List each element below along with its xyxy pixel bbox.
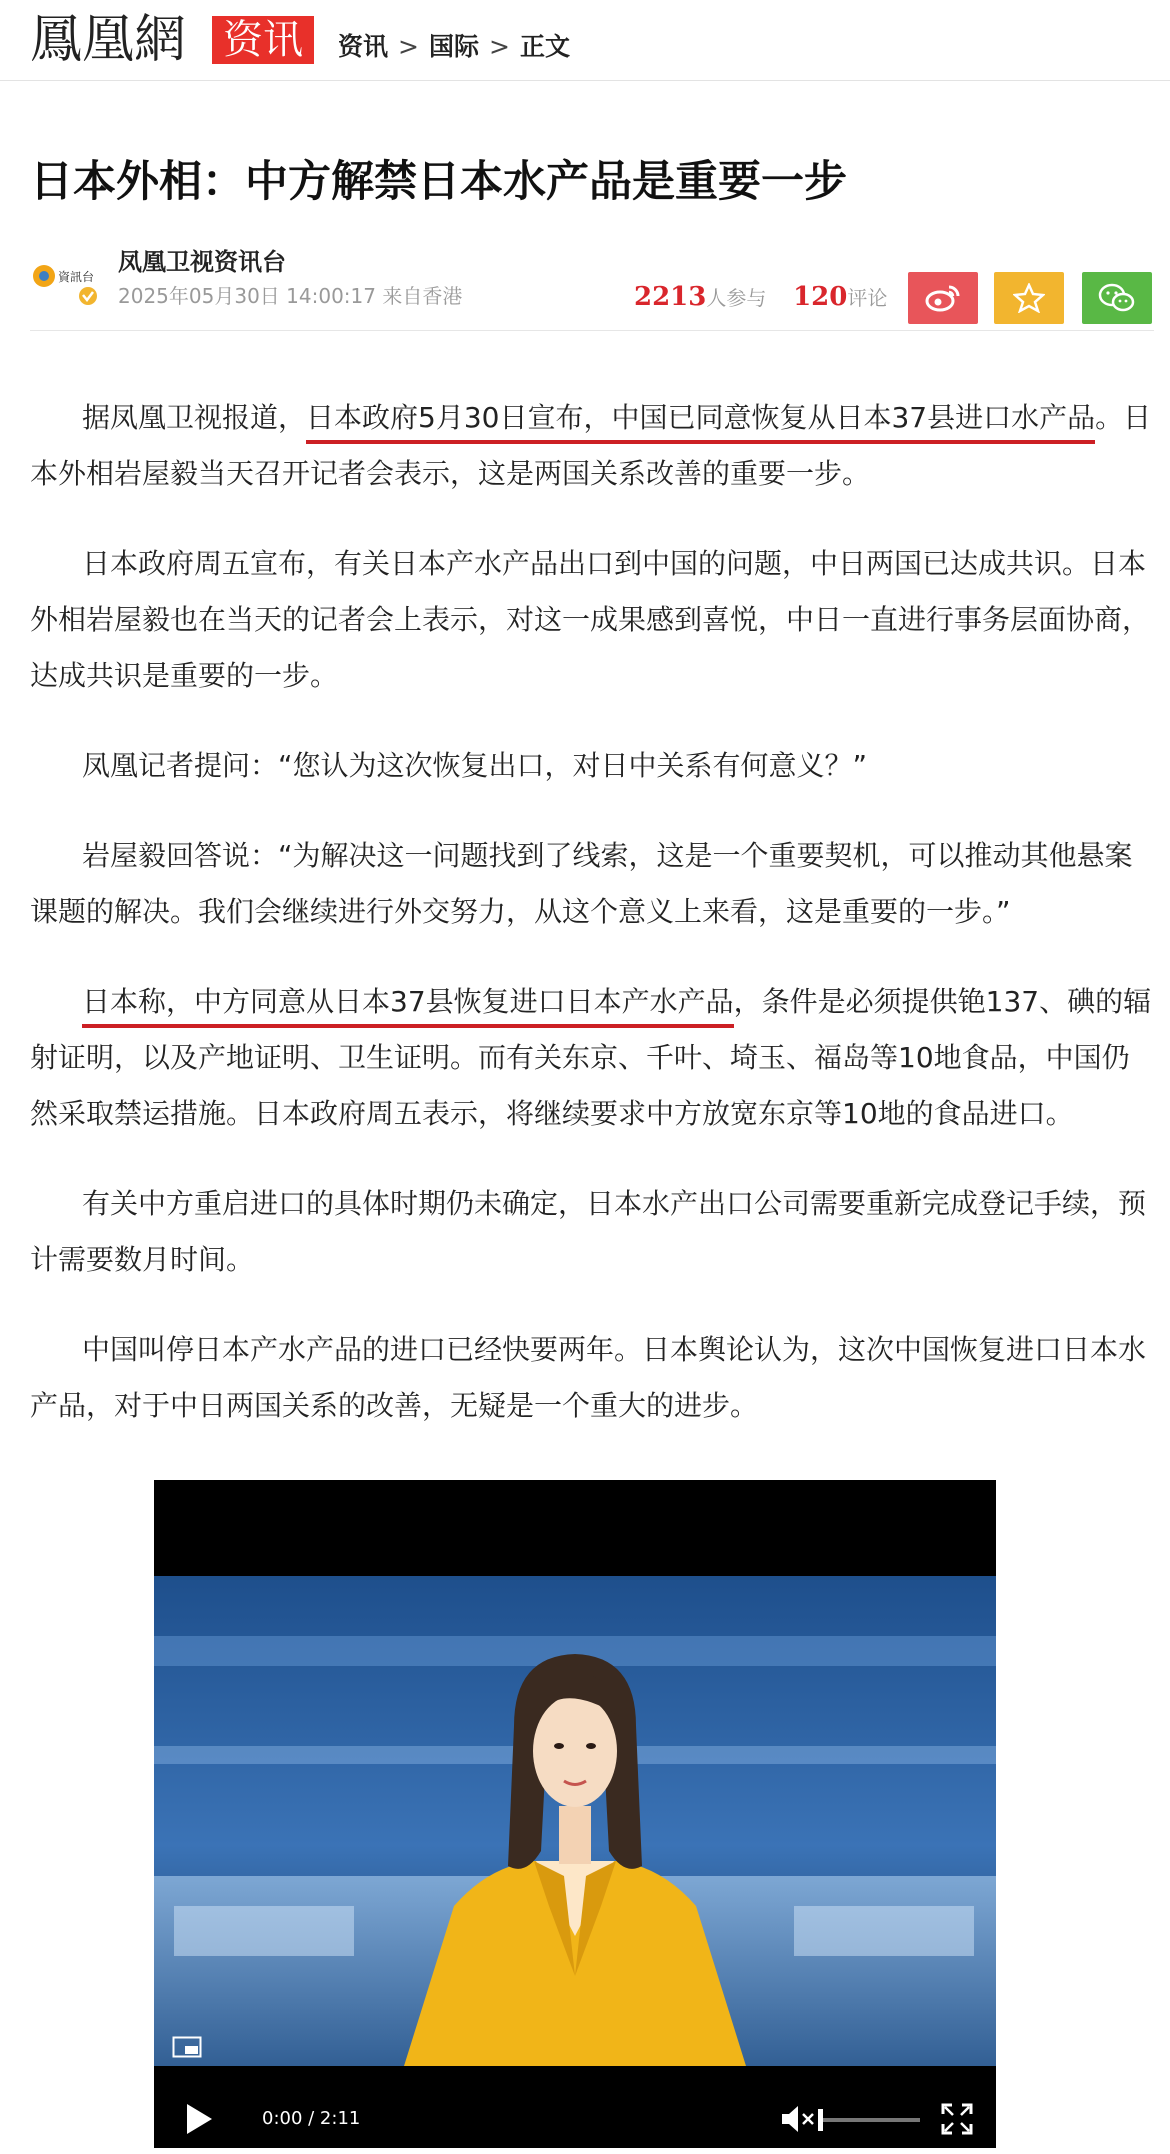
mute-button[interactable]: [780, 2104, 816, 2134]
participants-count: 2213: [634, 282, 707, 312]
publish-time: 2025年05月30日 14:00:17 来自香港: [118, 284, 463, 308]
article-stats: [634, 282, 887, 313]
share-wechat-button[interactable]: [1082, 272, 1152, 324]
participants-label: 人参与: [706, 286, 767, 310]
fullscreen-button[interactable]: [940, 2102, 974, 2136]
paragraph-text: 据凤凰卫视报道，: [82, 401, 307, 434]
paragraph: 有关中方重启进口的具体时期仍未确定，日本水产出口公司需要重新完成登记手续，预计需要数月时间。: [30, 1187, 1147, 1276]
top-bar: [0, 0, 1170, 81]
paragraph: 日本政府周五宣布，有关日本产水产品出口到中国的问题，中日两国已达成共识。日本外相岩屋毅也在当天的记者会上表示，对这一成果感到喜悦，中日一直进行事务层面协商，达成共识是重要的一步。: [30, 547, 1151, 692]
breadcrumb-item-article: 正文: [519, 32, 570, 61]
article-title: 日本外相：中方解禁日本水产品是重要一步: [30, 157, 847, 207]
article-body: [30, 390, 1154, 1468]
source-logo[interactable]: [30, 262, 102, 306]
play-icon: [184, 2102, 214, 2136]
breadcrumb-item-news[interactable]: 资讯: [338, 32, 389, 61]
underlined-highlight: 日本政府5月30日宣布，中国已同意恢复从日本37县进口水产品: [306, 401, 1095, 444]
breadcrumb-separator: >: [398, 32, 419, 61]
paragraph-text: ，条件是必须提供铯137、碘的辐射证明，以及产地证明、卫生证明。而有关东京、千叶、埼玉、福岛等10地食品，中国仍然采取禁运措施。日本政府周五表示，将继续要求中方放宽东京等10地的食品进口。: [30, 985, 1152, 1130]
breadcrumb-separator: >: [488, 32, 510, 61]
source-name[interactable]: 凤凰卫视资讯台: [118, 248, 286, 276]
video-player[interactable]: [154, 1480, 996, 2148]
paragraph: [30, 974, 1154, 1142]
star-icon: [1013, 283, 1045, 313]
article-meta: [30, 240, 1154, 331]
favorite-button[interactable]: [994, 272, 1064, 324]
mute-icon: [780, 2104, 816, 2134]
volume-handle[interactable]: [818, 2109, 823, 2131]
underlined-highlight: 日本称，中方同意从日本37县恢复进口日本产水产品: [82, 985, 734, 1028]
paragraph-text: 。日本外相岩屋毅当天召开记者会表示，这是两国关系改善的重要一步。: [30, 401, 1152, 490]
pip-icon: [172, 2036, 202, 2058]
pip-button[interactable]: [172, 2036, 202, 2058]
share-weibo-button[interactable]: [908, 272, 978, 324]
breadcrumb: [338, 30, 570, 64]
source-logo-text: 資訊台: [58, 270, 95, 284]
weibo-icon: [925, 283, 961, 313]
fullscreen-icon: [940, 2102, 974, 2136]
comments-count[interactable]: 120: [793, 282, 848, 312]
paragraph: [30, 390, 1154, 502]
play-button[interactable]: [184, 2102, 214, 2136]
time-display: 0:00 / 2:11: [262, 2108, 361, 2129]
paragraph: 凤凰记者提问：“您认为这次恢复出口，对日中关系有何意义？”: [82, 749, 868, 782]
volume-slider[interactable]: [820, 2118, 920, 2122]
comments-label[interactable]: 评论: [847, 286, 888, 310]
wechat-icon: [1098, 282, 1136, 314]
paragraph: 岩屋毅回答说：“为解决这一问题找到了线索，这是一个重要契机，可以推动其他悬案课题的解决。我们会继续进行外交努力，从这个意义上来看，这是重要的一步。”: [30, 839, 1133, 928]
site-logo[interactable]: 鳳凰網: [30, 10, 187, 70]
channel-logo[interactable]: 资讯: [212, 16, 314, 64]
breadcrumb-item-international[interactable]: 国际: [428, 32, 479, 61]
paragraph: 中国叫停日本产水产品的进口已经快要两年。日本舆论认为，这次中国恢复进口日本水产品，对于中日两国关系的改善，无疑是一个重大的进步。: [30, 1333, 1147, 1422]
video-frame[interactable]: [154, 1576, 996, 2066]
